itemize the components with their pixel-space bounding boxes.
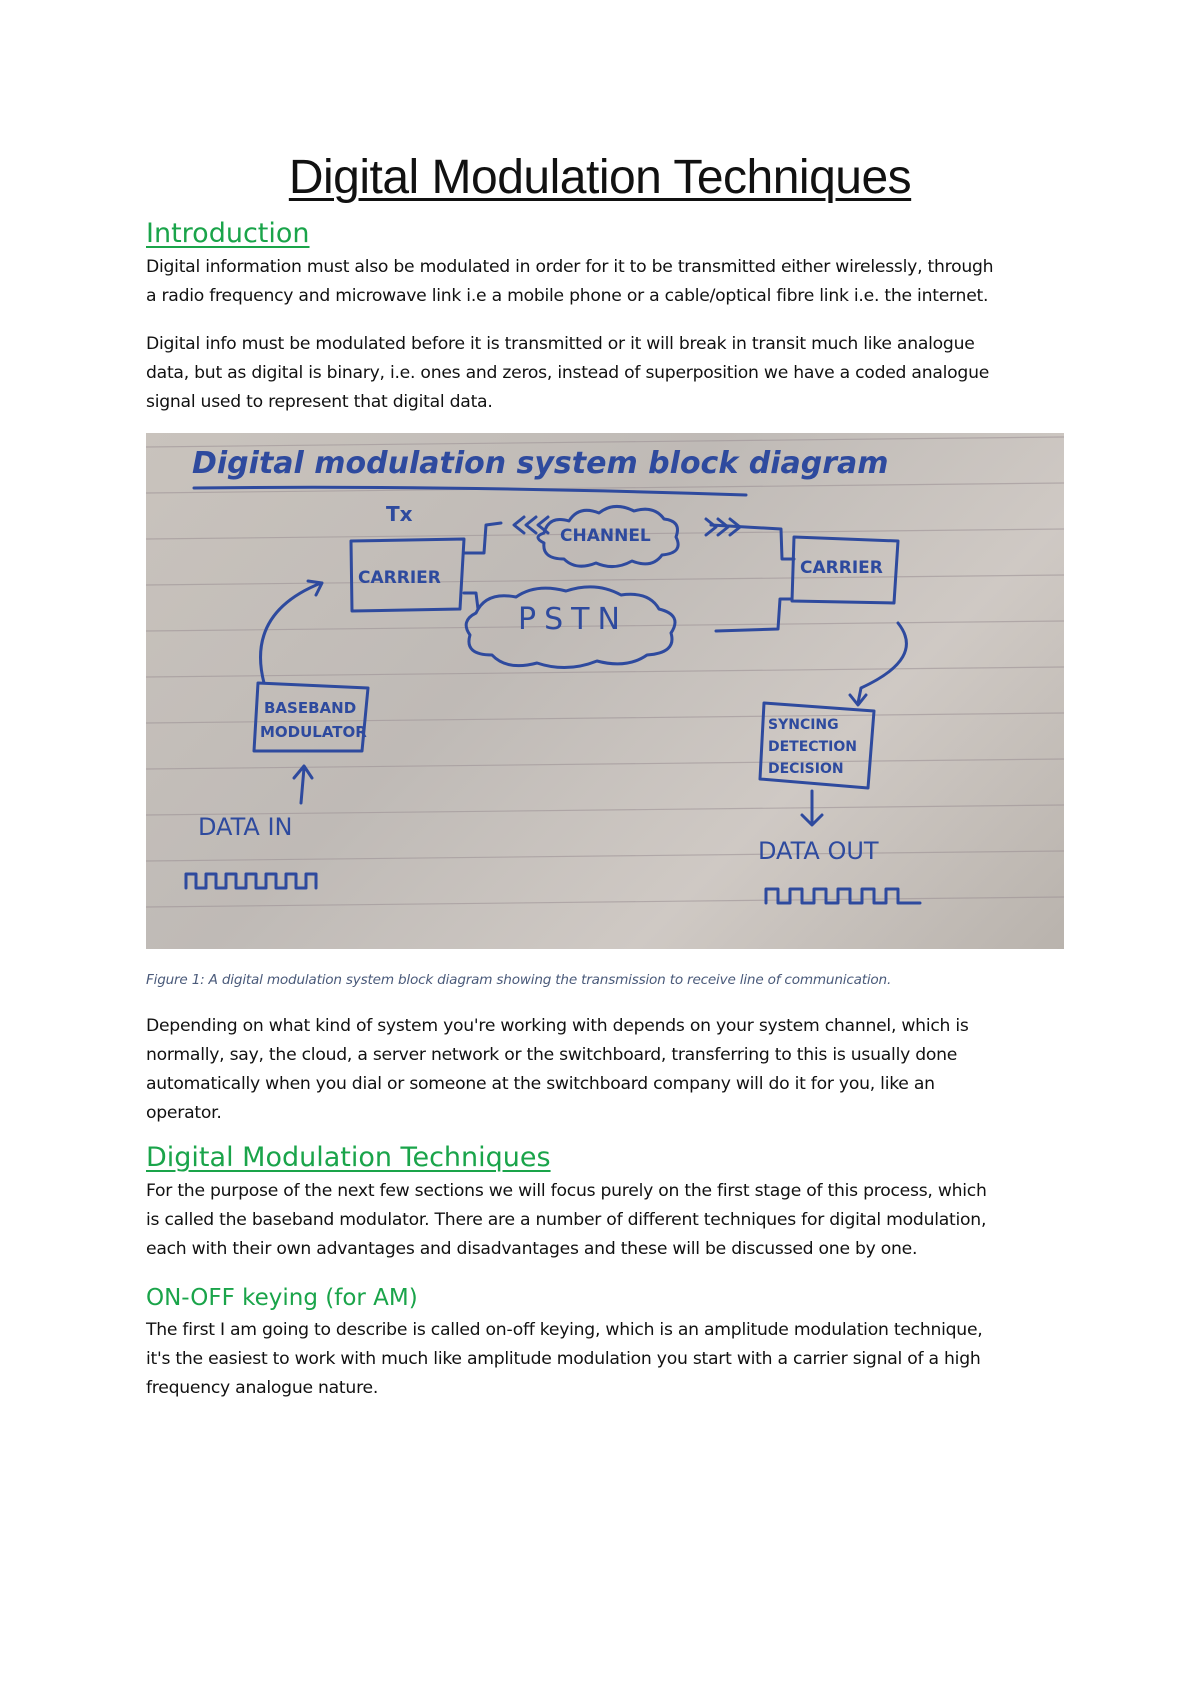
baseband-label-1: BASEBAND — [264, 699, 357, 717]
document-title: Digital Modulation Techniques — [288, 151, 912, 204]
section-3-heading-block — [146, 1282, 1066, 1314]
block-diagram-photo — [146, 433, 1064, 949]
channel-label: CHANNEL — [560, 526, 651, 546]
text-line: signal used to represent that digital data. — [146, 392, 493, 412]
intro-paragraph-1 — [146, 253, 1066, 311]
paragraph-3 — [146, 1012, 1066, 1128]
section-3-paragraph — [146, 1316, 1066, 1403]
text-line: it's the easiest to work with much like amplitude modulation you start with a carrier signal of a high — [146, 1349, 981, 1369]
data-out-label: DATA OUT — [758, 837, 879, 865]
text-line: is called the baseband modulator. There are a number of different techniques for digital modulation, — [146, 1210, 987, 1230]
section-2-heading-block — [146, 1140, 1066, 1176]
text-line: For the purpose of the next few sections we will focus purely on the first stage of this process, which — [146, 1181, 987, 1201]
text-line: automatically when you dial or someone at the switchboard company will do it for you, like an — [146, 1074, 935, 1094]
carrier-right-label: CARRIER — [800, 558, 883, 578]
text-line: each with their own advantages and disadvantages and these will be discussed one by one. — [146, 1239, 918, 1259]
intro-section — [146, 216, 1066, 252]
section-3-heading: ON-OFF keying (for AM) — [146, 1285, 418, 1311]
text-line: a radio frequency and microwave link i.e a mobile phone or a cable/optical fibre link i.e. the internet. — [146, 286, 989, 306]
sync-label-1: SYNCING — [768, 717, 839, 733]
handwritten-diagram — [146, 433, 1064, 949]
text-line: normally, say, the cloud, a server network or the switchboard, transferring to this is usually done — [146, 1045, 958, 1065]
text-line: Depending on what kind of system you're working with depends on your system channel, which is — [146, 1016, 969, 1036]
text-line: The first I am going to describe is called on-off keying, which is an amplitude modulation technique, — [146, 1320, 983, 1340]
data-in-label: DATA IN — [198, 813, 293, 841]
text-line: Digital information must also be modulated in order for it to be transmitted either wirelessly, through — [146, 257, 994, 277]
figure-caption-block — [146, 970, 1066, 990]
text-line: frequency analogue nature. — [146, 1378, 379, 1398]
carrier-left-label: CARRIER — [358, 568, 441, 588]
pstn-label: PSTN — [518, 602, 628, 637]
intro-heading: Introduction — [146, 218, 310, 249]
tx-label: Tx — [386, 502, 413, 526]
text-line: operator. — [146, 1103, 222, 1123]
section-2-paragraph — [146, 1177, 1066, 1264]
diagram-title: Digital modulation system block diagram — [192, 446, 889, 481]
intro-paragraph-2 — [146, 330, 1066, 417]
text-line: data, but as digital is binary, i.e. ones and zeros, instead of superposition we have a coded analogue — [146, 363, 990, 383]
text-line: Digital info must be modulated before it is transmitted or it will break in transit much like analogue — [146, 334, 975, 354]
baseband-label-2: MODULATOR — [260, 723, 367, 741]
section-2-heading: Digital Modulation Techniques — [146, 1142, 551, 1173]
sync-label-2: DETECTION — [768, 739, 857, 755]
sync-label-3: DECISION — [768, 761, 844, 777]
figure-caption: Figure 1: A digital modulation system block diagram showing the transmission to receive line of communication. — [146, 972, 892, 988]
